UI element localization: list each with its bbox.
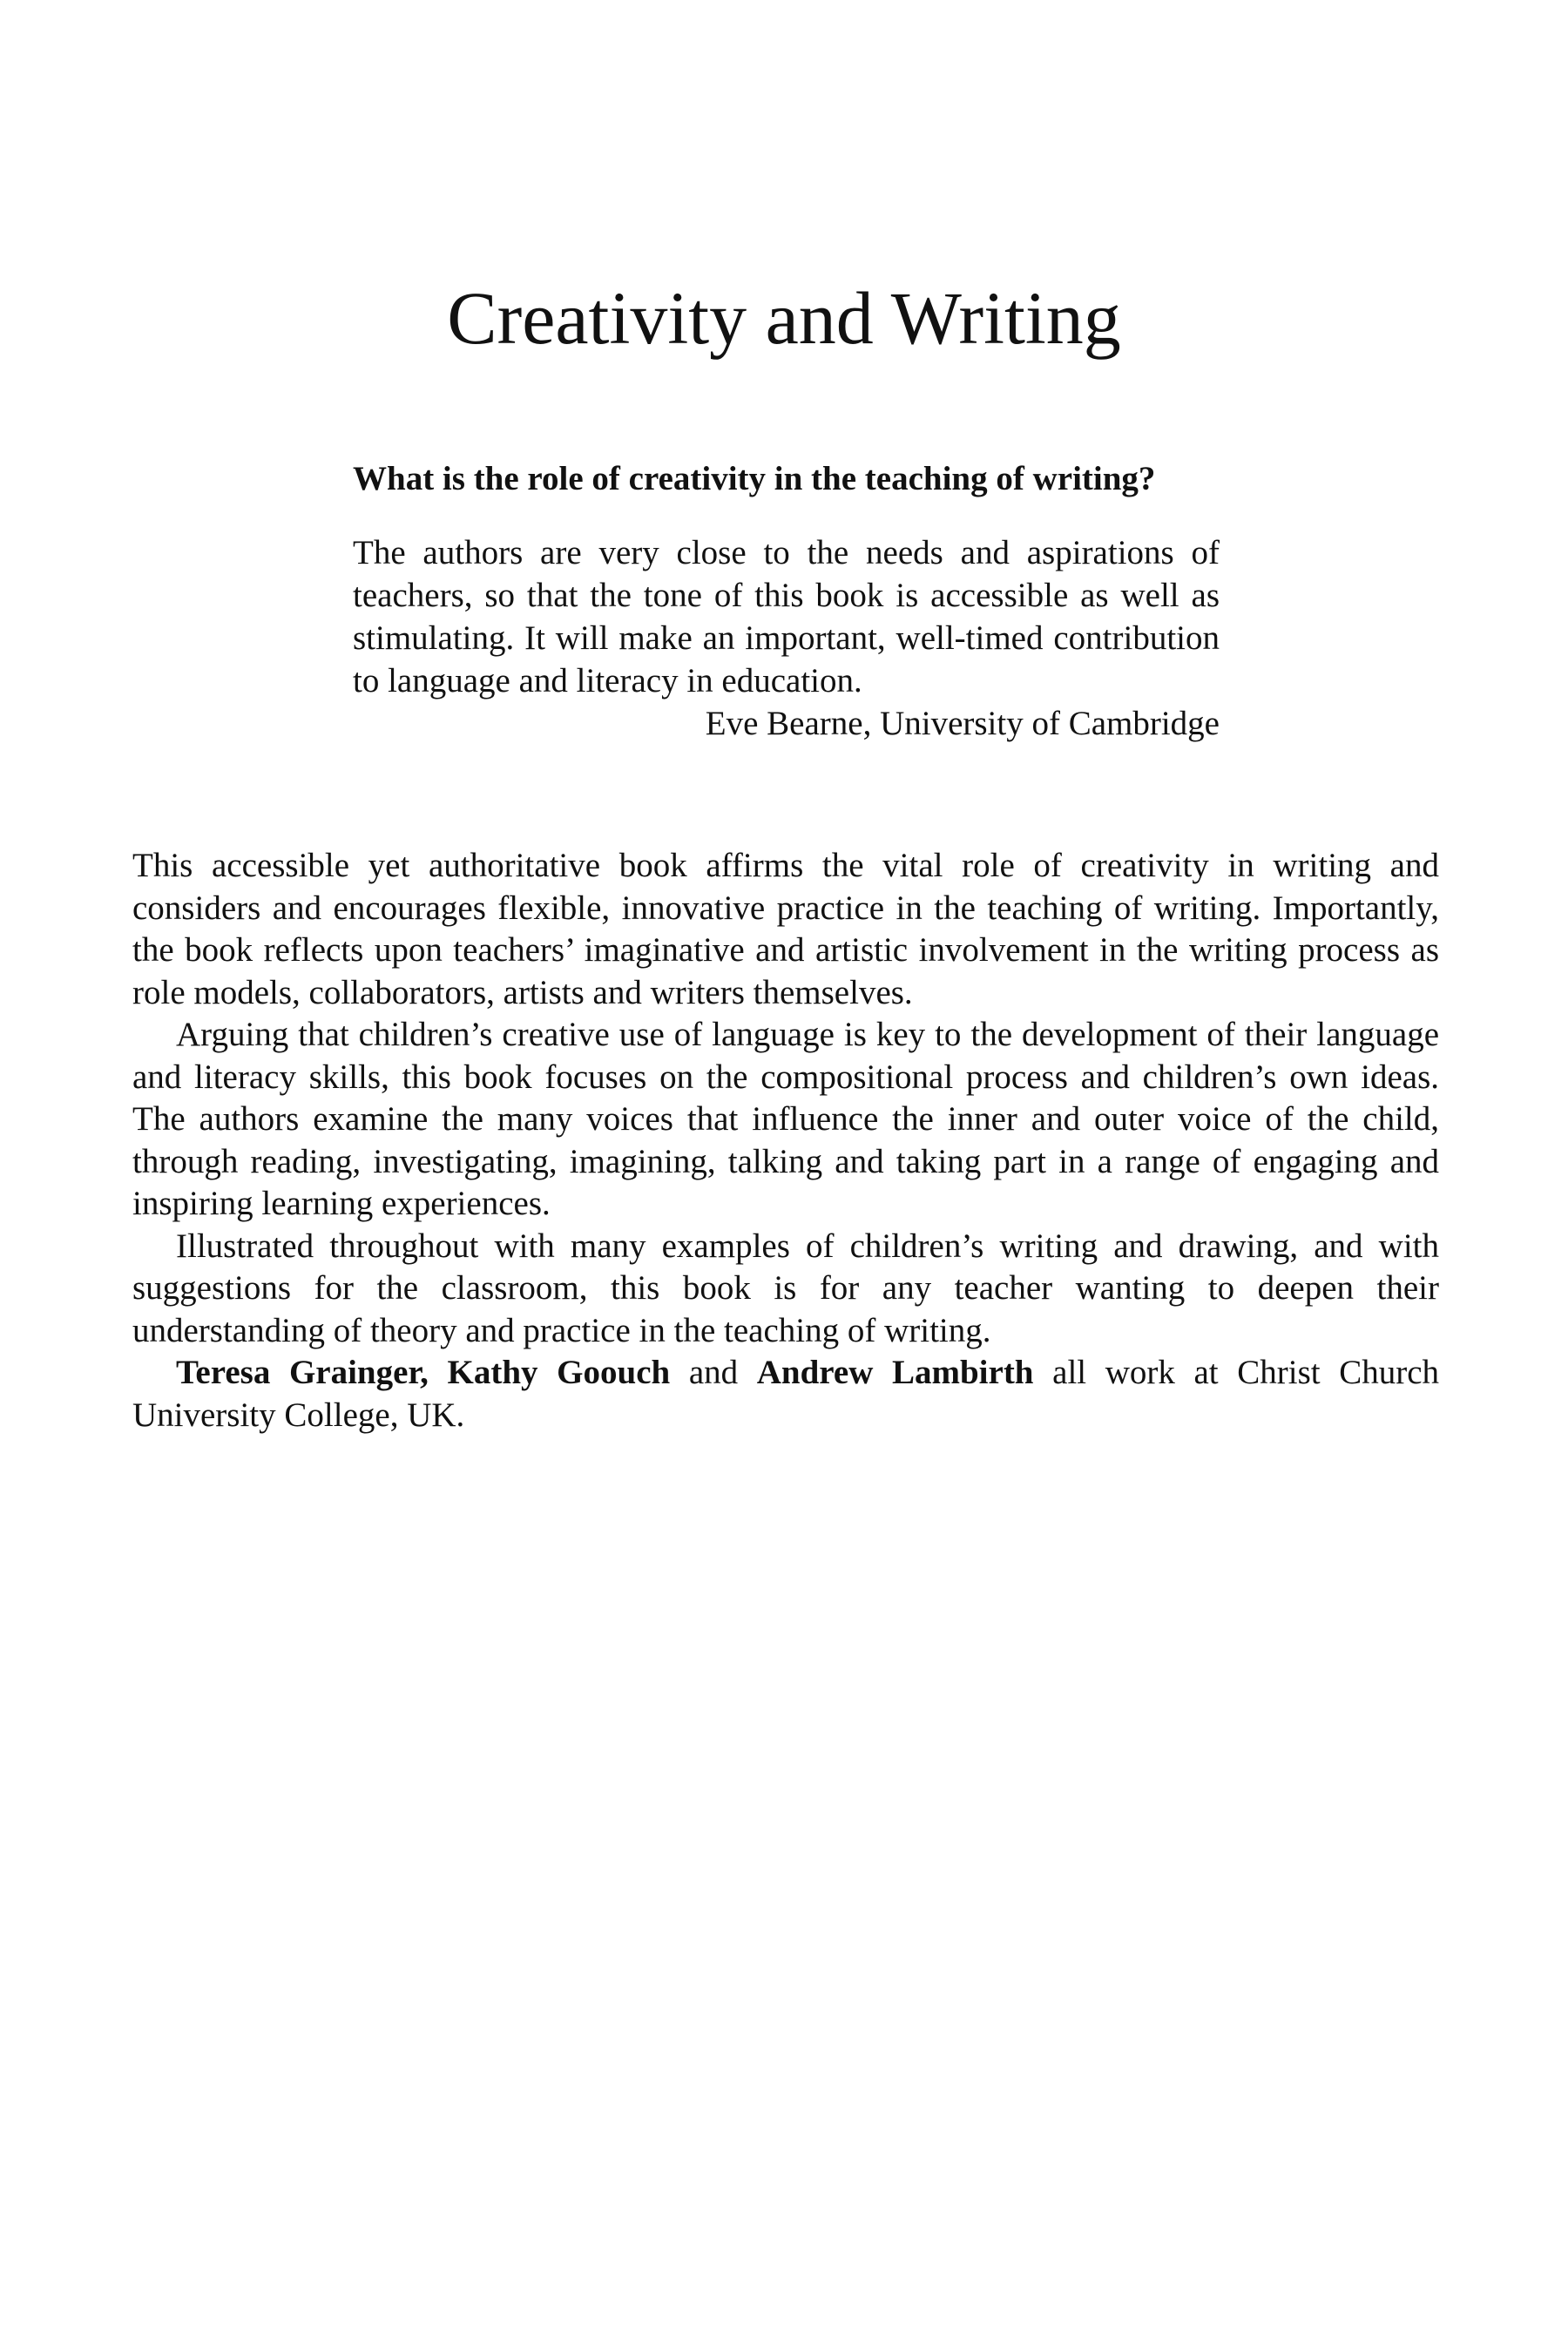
author-bio xyxy=(132,1352,1439,1436)
description-paragraph-2: Arguing that children’s creative use of language is key to the development of their language and literacy skills, this book focuses on the compositional process and children’s own ideas. The authors examine the many voices that influence the inner and outer voice of the child, through reading, investigating, imagining, talking and taking part in a range of engaging and inspiring learning experiences. xyxy=(132,1016,1439,1222)
author-affiliation: all work at Christ Church University College, UK. xyxy=(132,1354,1440,1434)
endorsement-block xyxy=(353,457,1220,745)
description-paragraph-1: This accessible yet authoritative book affirms the vital role of creativity in writing and considers and encourages flexible, innovative practice in the teaching of writing. Importantly, the book reflects upon teachers’ imaginative and artistic involvement in the writing process as role models, collaborators, artists and writers themselves. xyxy=(132,847,1439,1011)
book-description xyxy=(132,845,1439,1436)
author-conjunction: and xyxy=(670,1354,757,1391)
endorsement-attribution: Eve Bearne, University of Cambridge xyxy=(705,705,1220,742)
blurb-question: What is the role of creativity in the teaching of writing? xyxy=(353,460,1156,497)
author-name-3: Andrew Lambirth xyxy=(756,1354,1034,1391)
endorsement-quote: The authors are very close to the needs and aspirations of teachers, so that the tone of this book is accessible as well as stimulating. It will make an important, well-timed contribution to language and literacy in education. xyxy=(353,534,1220,700)
author-name-1: Teresa Grainger, xyxy=(176,1354,429,1391)
book-title: Creativity and Writing xyxy=(447,276,1121,360)
description-paragraph-3: Illustrated throughout with many examples of children’s writing and drawing, and with suggestions for the classroom, this book is for any teacher wanting to deepen their understanding of theory and practice in the teaching of writing. xyxy=(132,1227,1439,1349)
author-name-2: Kathy Goouch xyxy=(447,1354,671,1391)
